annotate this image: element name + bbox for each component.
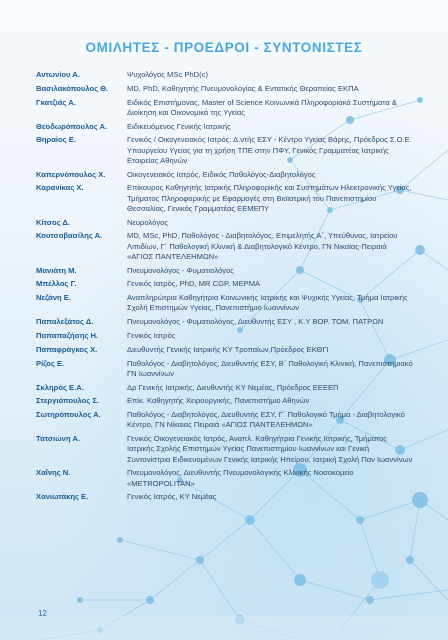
list-item bbox=[36, 135, 414, 166]
speaker-name: Βασιλακόπουλος Θ. bbox=[36, 83, 109, 93]
list-item bbox=[36, 266, 414, 276]
speaker-name: Ρίζος Ε. bbox=[36, 358, 65, 368]
speaker-description: Νευρολόγος bbox=[127, 217, 169, 227]
speaker-name: Παπαπαζήσης Η. bbox=[36, 330, 99, 340]
list-item bbox=[36, 434, 414, 465]
list-item bbox=[36, 331, 414, 341]
speaker-description: Ψυχολόγος MSc PhD(c) bbox=[127, 70, 208, 79]
list-item bbox=[36, 170, 414, 180]
speaker-description: Γενικός Ιατρός, ΚΥ Νεμέας bbox=[127, 492, 217, 502]
list-item bbox=[36, 293, 414, 313]
speaker-name: Στεργιόπουλος Σ. bbox=[36, 396, 100, 406]
list-item bbox=[36, 70, 414, 80]
list-item bbox=[36, 359, 414, 379]
list-item bbox=[36, 279, 414, 289]
list-item bbox=[36, 396, 414, 406]
speaker-name: Χαΐνης Ν. bbox=[36, 468, 71, 478]
speaker-description: Δρ Γενικής Ιατρικής, Διευθυντής ΚΥ Νεμέας, Πρόεδρος ΕΕΕΕΠ bbox=[127, 382, 339, 392]
speaker-description: Παθολόγος - Διαβητολόγος, Διευθυντής ΕΣΥ, Γ΄ Παθολογικό Τμήμα - Διαβητολογικό Κέντρο, ΓΝ Νίκαιας Πειραιά «ΑΓΙΟΣ ΠΑΝΤΕΛΕΗΜΩΝ» bbox=[127, 410, 405, 430]
speaker-description: MD, MSc, PhD, Παθολόγος - Διαβητολόγος, Επιμελητής Α΄, Υπεύθυνος, Ιατρείου Λιπιδίων, Γ΄ Παθολογική Κλινική & Διαβητολογικό Κέντρο, ΓΝ Νικαίας-Πειραιά «ΑΓΙΟΣ ΠΑΝΤΕΛΕΗΜΩΝ» bbox=[127, 231, 398, 261]
speaker-name: Μπέλλος Γ. bbox=[36, 279, 77, 289]
list-item bbox=[36, 468, 414, 488]
speaker-description: Πνευμονολόγος - Φυματιολόγος bbox=[127, 265, 234, 275]
speaker-description: Γενικός Ιατρός bbox=[127, 330, 176, 340]
speaker-description: Ειδικευόμενος Γενικής Ιατρικής bbox=[127, 121, 231, 131]
speaker-name: Θηραίος Ε. bbox=[36, 135, 76, 145]
list-item bbox=[36, 84, 414, 94]
speaker-description: Πνευμονολόγος - Φυματιολόγος, Διευθυντής ΕΣΥ , Κ.Υ ΒΟΡ. ΤΟΜ. ΠΑΤΡΩΝ bbox=[127, 317, 384, 327]
page-title: ΟΜΙΛΗΤΕΣ - ΠΡΟΕΔΡΟΙ - ΣΥΝΤΟΝΙΣΤΕΣ bbox=[85, 40, 363, 55]
speaker-name: Τατσιώνη Α. bbox=[36, 434, 80, 444]
speaker-description: Διευθυντής Γενικής Ιατρικής ΚΥ Τροπαίων,Πρόεδρος ΕΚΘΓΙ bbox=[127, 344, 329, 354]
speakers-list bbox=[36, 70, 414, 506]
speaker-name: Χανιωτάκης Ε. bbox=[36, 492, 89, 502]
speaker-description: Γενικός Ιατρός, PhD, MR CGP, MEPMA bbox=[127, 279, 261, 289]
list-item bbox=[36, 231, 414, 262]
speaker-description: MD, PhD, Καθηγητής Πνευμονολογίας & Εντατικής Θεραπείας ΕΚΠΑ bbox=[127, 83, 359, 93]
speaker-description: Ειδικός Επιστήμονας, Master of Science Κοινωνικά Πληροφοριακά Συστήματα & Διοίκηση και Οικονομικά της Υγείας bbox=[127, 97, 397, 117]
speaker-name: Σκληρός Ε.Α. bbox=[36, 382, 84, 392]
list-item bbox=[36, 383, 414, 393]
list-item bbox=[36, 218, 414, 228]
speaker-name: Παπαλεξάτος Δ. bbox=[36, 317, 94, 327]
list-item bbox=[36, 183, 414, 214]
speaker-name: Παπαφράγκος Χ. bbox=[36, 344, 98, 354]
list-item bbox=[36, 410, 414, 430]
speaker-description: Οικογενειακός Ιατρός, Ειδικός Παθολόγος-Διαβητολόγος bbox=[127, 169, 316, 179]
speaker-description: Γενικός / Οικογενειακός Ιατρός. Δ.ντής ΕΣΥ - Κέντρο Υγείας Βάρης, Πρόεδρος Σ.Ο.Ε. Υπουργείου Υγείας για τη χρήση ΤΠΕ στην ΠΦΥ, Γενικός Γραμματέας Ιατρικής Εταιρείας Αθηνών bbox=[127, 135, 412, 165]
speaker-description: Γενικός Οικογενειακός Ιατρός, Αναπλ. Καθηγήτρια Γενικής Ιατρικής, Τμήματος Ιατρικής Σχολής Επιστημών Υγείας Πανεπιστημίου Ιωαννίνων και Γενική Συντονίστρια Ειδικευομένων Γενικής Ιατρικής Ηπείρου, Ιατρική Σχολή Παν Ιωαννίνων bbox=[127, 434, 413, 464]
list-item bbox=[36, 317, 414, 327]
speaker-name: Γκατζιάς Α. bbox=[36, 97, 76, 107]
list-item bbox=[36, 492, 414, 502]
speaker-description: Πνευμονολόγος, Διευθυντής Πνευμονολογικής Κλινικής Νοσοκομείο «METROPOLITAN» bbox=[127, 468, 354, 488]
speaker-name: Καπερνόπουλος Χ. bbox=[36, 169, 106, 179]
speaker-name: Θεοδωρόπουλος Α. bbox=[36, 121, 108, 131]
list-item bbox=[36, 98, 414, 118]
list-item bbox=[36, 122, 414, 132]
speaker-name: Μανιάτη Μ. bbox=[36, 265, 77, 275]
speaker-description: Αναπληρώτρια Καθηγήτρια Κοινωνικής Ιατρικής και Ψυχικής Υγείας, Τμήμα Ιατρικής Σχολή Επιστημών Υγείας, Πανεπιστήμιο Ιωαννίνων bbox=[127, 293, 408, 313]
speaker-name: Κουτσοβασίλης Α. bbox=[36, 231, 103, 241]
speaker-name: Σωτηρόπουλος Α. bbox=[36, 410, 101, 420]
speaker-name: Αντωνίου Α. bbox=[36, 70, 80, 79]
speaker-name: Καρανίκας Χ. bbox=[36, 183, 84, 193]
speaker-description: Επίκουρος Καθηγητής Ιατρικής Πληροφορικής και Συστημάτων Ηλεκτρονικής Υγείας, Τμήματος Πληροφορικής με Εφαρμογές στη Βιοϊατρική του Πανεπιστημίου Θεσσαλίας, Γενικός Γραμματέας ΕΕΜΕΠΥ bbox=[127, 183, 412, 213]
speaker-name: Νεζάνη Ε. bbox=[36, 293, 71, 303]
speaker-description: Επίκ. Καθηγητής Χειρουργικής, Πανεπιστήμιο Αθηνών bbox=[127, 396, 310, 406]
page-number: 12 bbox=[38, 609, 47, 618]
speaker-description: Παθολόγος - Διαβητολόγος, Διευθυντής ΕΣΥ, Β΄ Παθολογική Κλινική, Πανεπιστημιακό ΓΝ Ιωαννίνων bbox=[127, 358, 413, 378]
speaker-name: Κίτσος Δ. bbox=[36, 217, 70, 227]
list-item bbox=[36, 345, 414, 355]
